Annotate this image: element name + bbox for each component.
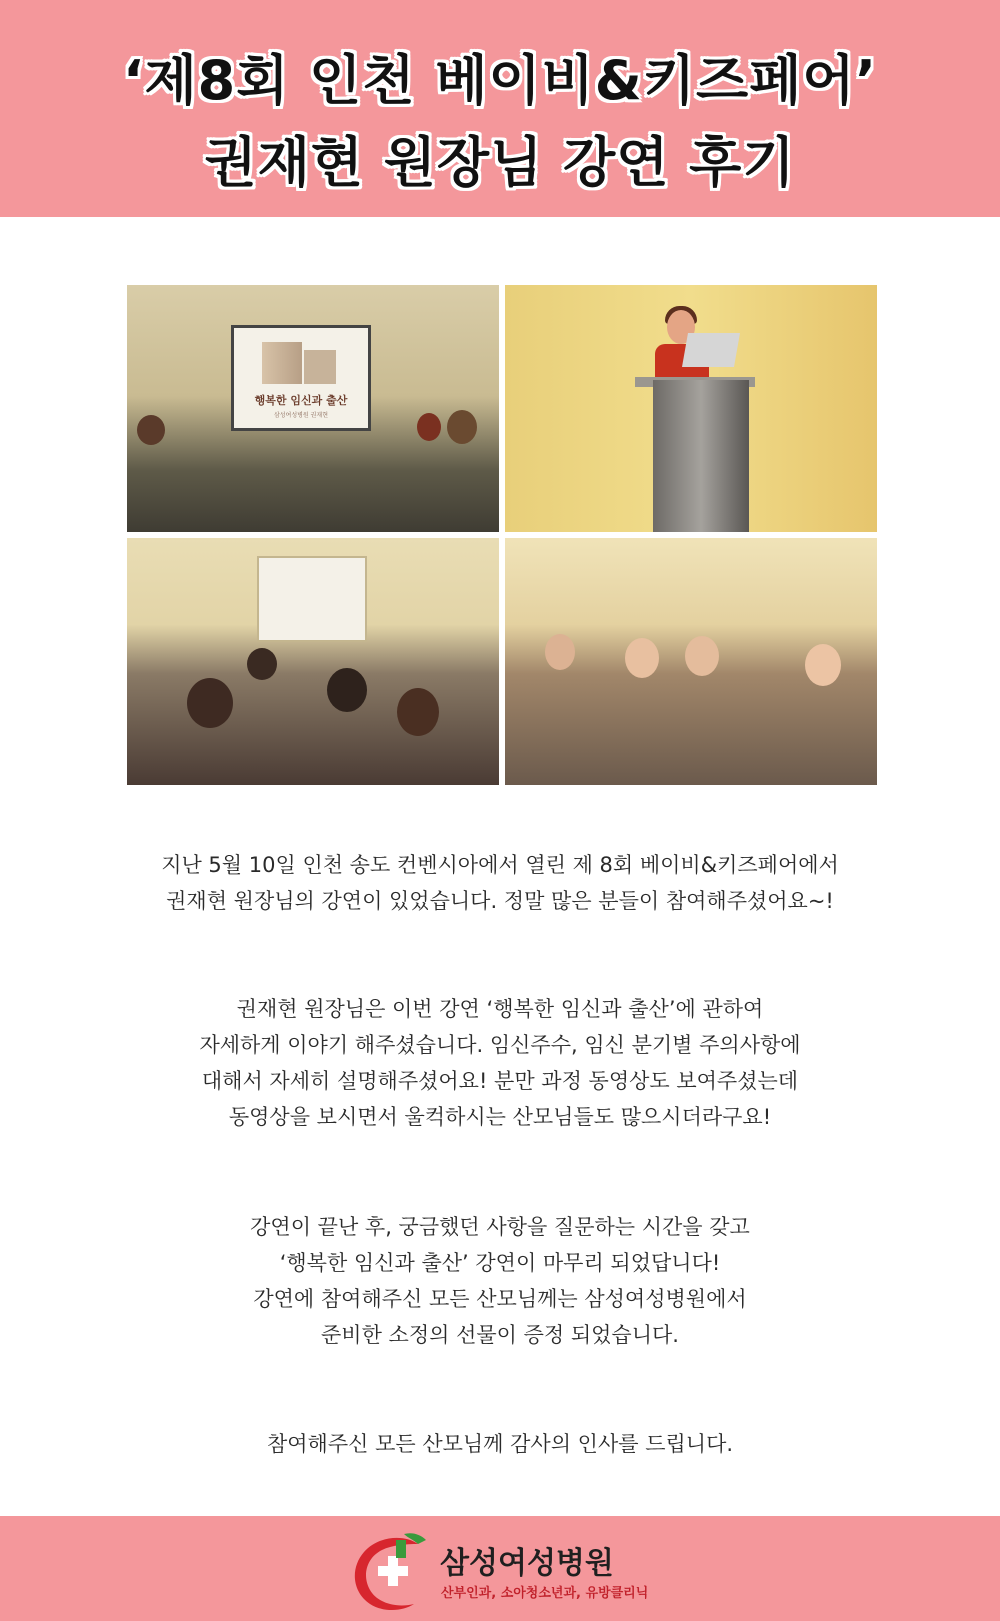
audience-face — [685, 636, 719, 676]
page-title-line-1: ‘제8회 인천 베이비&키즈페어’ — [122, 49, 878, 112]
paragraph-line: 권재현 원장님의 강연이 있었습니다. 정말 많은 분들이 참여해주셨어요~! — [166, 889, 834, 913]
paragraph-line: 대해서 자세히 설명해주셨어요! 분만 과정 동영상도 보여주셨는데 — [201, 1069, 799, 1093]
slide-subtitle: 삼성여성병원 권재현 — [273, 412, 329, 419]
paragraph-line: 강연이 끝난 후, 궁금했던 사항을 질문하는 시간을 갖고 — [250, 1215, 750, 1239]
laptop — [682, 333, 740, 367]
audience-face — [805, 644, 841, 686]
paragraph-line: 지난 5월 10일 인천 송도 컨벤시아에서 열린 제 8회 베이비&키즈페어에서 — [161, 853, 839, 877]
paragraph-lecture-content — [0, 991, 1000, 1135]
projector-screen-2 — [257, 556, 367, 642]
paragraph-closing — [0, 1209, 1000, 1353]
hospital-building-image — [262, 342, 302, 384]
photo-collage — [127, 285, 877, 785]
slide-title: 행복한 임신과 출산 — [254, 394, 348, 407]
paragraph-line: 자세하게 이야기 해주셨습니다. 임신주수, 임신 분기별 주의사항에 — [199, 1033, 801, 1057]
paragraph-line: 권재현 원장님은 이번 강연 ‘행복한 임신과 출산’에 관하여 — [236, 997, 764, 1021]
paragraph-thanks — [0, 1426, 1000, 1462]
audience-face — [545, 634, 575, 670]
hospital-logo-icon — [348, 1530, 434, 1612]
hospital-building-image-2 — [304, 350, 336, 384]
paragraph-intro — [0, 847, 1000, 919]
photo-audience-rear — [127, 538, 499, 785]
page-title-line-2: 권재현 원장님 강연 후기 — [204, 131, 796, 194]
projector-screen — [231, 325, 371, 431]
paragraph-line: 준비한 소정의 선물이 증정 되었습니다. — [321, 1323, 679, 1347]
header-banner — [0, 0, 1000, 217]
podium — [653, 380, 749, 532]
audience-head — [187, 678, 233, 728]
audience-head — [417, 413, 441, 441]
audience-face — [625, 638, 659, 678]
paragraph-line: 동영상을 보시면서 울컥하시는 산모님들도 많으시더라구요! — [228, 1105, 772, 1129]
audience-head — [447, 410, 477, 444]
audience-head — [327, 668, 367, 712]
audience-head — [397, 688, 439, 736]
paragraph-line: 참여해주신 모든 산모님께 감사의 인사를 드립니다. — [266, 1432, 734, 1456]
audience-head — [247, 648, 277, 680]
footer-banner — [0, 1516, 1000, 1621]
paragraph-line: 강연에 참여해주신 모든 산모님께는 삼성여성병원에서 — [253, 1287, 747, 1311]
photo-speaker-podium — [505, 285, 877, 532]
photo-audience-front — [505, 538, 877, 785]
photo-lecture-hall-slide — [127, 285, 499, 532]
hospital-name: 삼성여성병원 — [440, 1546, 614, 1581]
hospital-departments: 산부인과, 소아청소년과, 유방클리닉 — [441, 1586, 649, 1601]
audience-head — [137, 415, 165, 445]
paragraph-line: ‘행복한 임신과 출산’ 강연이 마무리 되었답니다! — [279, 1251, 721, 1275]
